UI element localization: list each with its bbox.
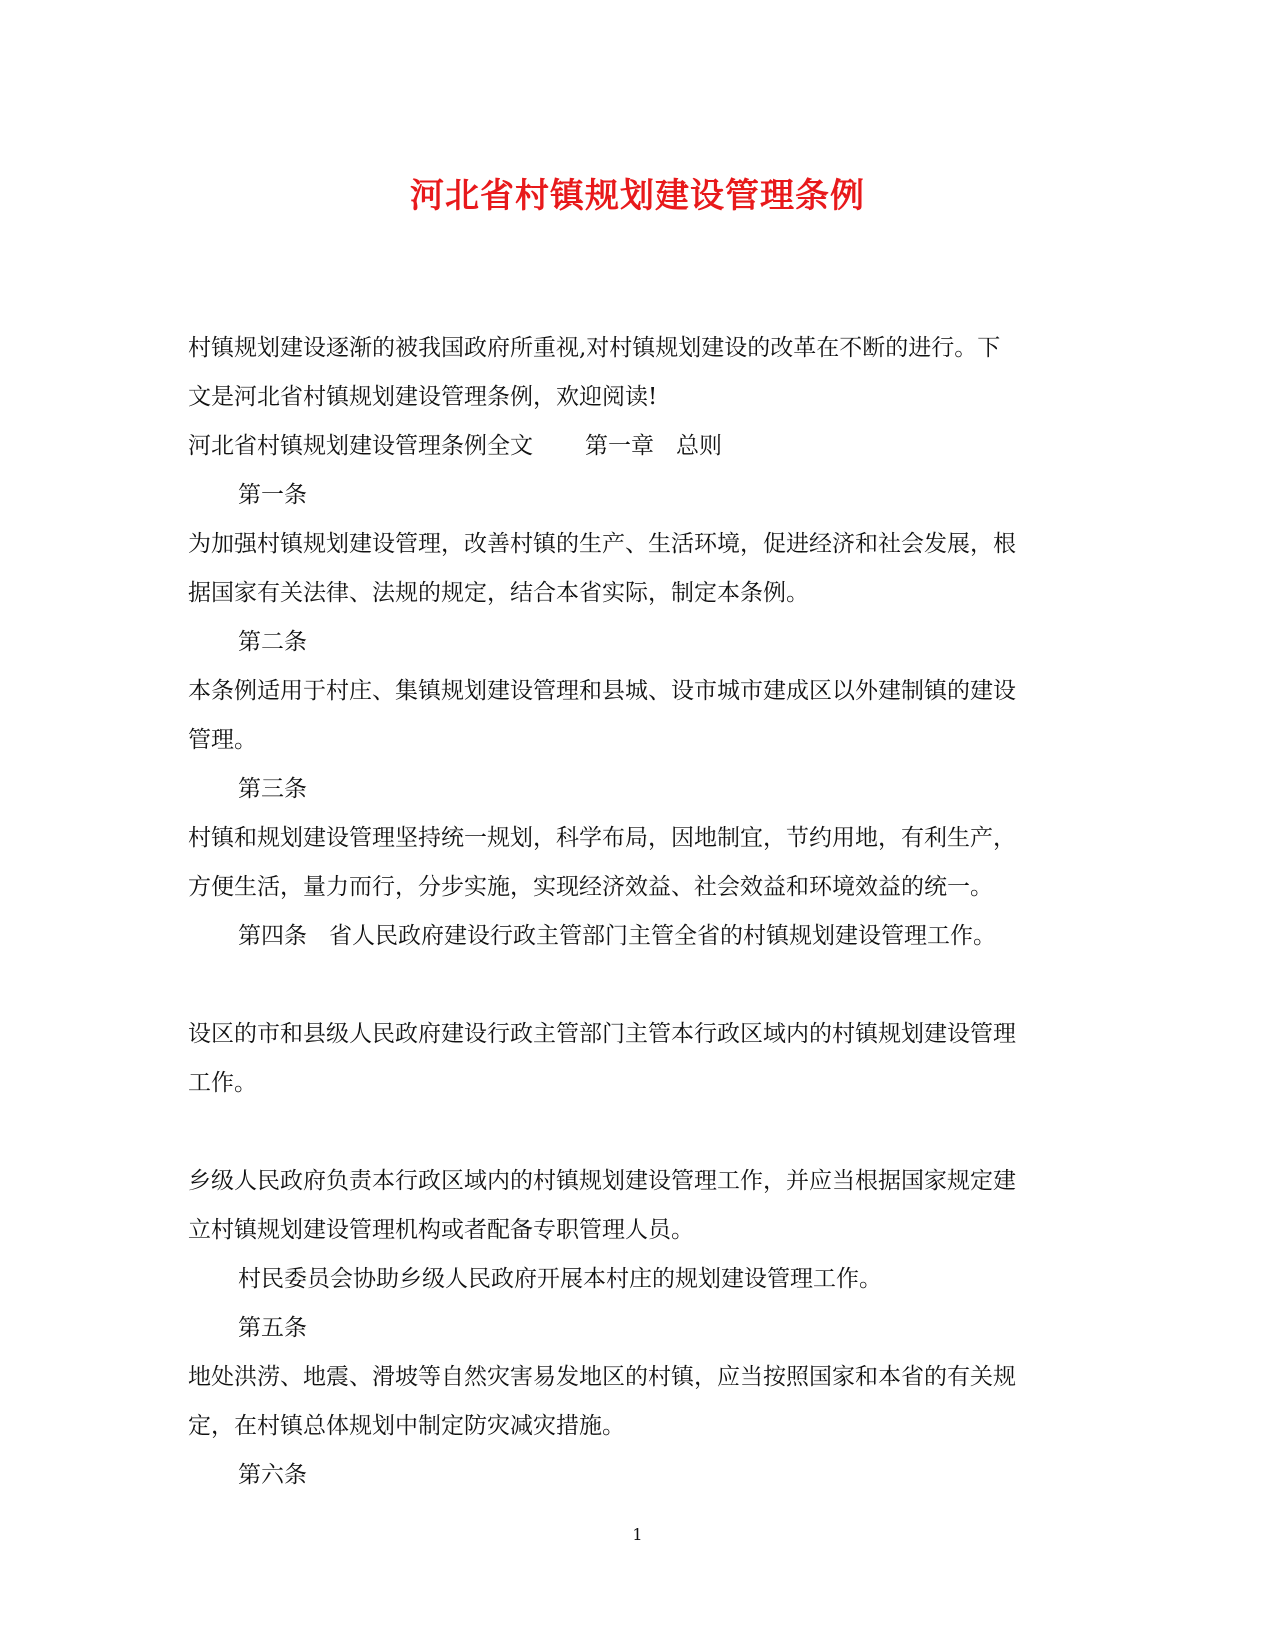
article-label: 第六条 [238,1462,307,1488]
fulltext-heading: 河北省村镇规划建设管理条例全文 [188,433,533,459]
blank-line [188,1108,1088,1157]
article-label: 第四条 [238,923,307,949]
article-text-line: 定，在村镇总体规划中制定防灾减灾措施。 [188,1413,625,1439]
article-text-line: 管理。 [188,727,257,753]
article-text-line: 据国家有关法律、法规的规定，结合本省实际，制定本条例。 [188,580,809,606]
blank-line [188,961,1088,1010]
article-label: 第一条 [238,482,307,508]
article-text-line: 设区的市和县级人民政府建设行政主管部门主管本行政区域内的村镇规划建设管理 [188,1021,1016,1047]
fulltext-heading-line [188,422,1088,471]
chapter-title: 总则 [676,433,722,459]
article-label: 第二条 [238,629,307,655]
article-text-line: 立村镇规划建设管理机构或者配备专职管理人员。 [188,1217,694,1243]
article-text-line: 乡级人民政府负责本行政区域内的村镇规划建设管理工作，并应当根据国家规定建 [188,1168,1016,1194]
intro-line: 文是河北省村镇规划建设管理条例，欢迎阅读! [188,384,658,410]
article-label: 第三条 [238,776,307,802]
article-text-line: 村民委员会协助乡级人民政府开展本村庄的规划建设管理工作。 [238,1266,882,1292]
article-text: 省人民政府建设行政主管部门主管全省的村镇规划建设管理工作。 [329,923,996,949]
chapter-label: 第一章 [585,433,654,459]
document-body [188,324,1088,1500]
page-number: 1 [632,1525,643,1544]
article-text-line: 村镇和规划建设管理坚持统一规划，科学布局，因地制宜，节约用地，有利生产， [188,825,1016,851]
article-text-line: 为加强村镇规划建设管理，改善村镇的生产、生活环境，促进经济和社会发展，根 [188,531,1016,557]
article-text-line: 本条例适用于村庄、集镇规划建设管理和县城、设市城市建成区以外建制镇的建设 [188,678,1016,704]
intro-line: 村镇规划建设逐渐的被我国政府所重视,对村镇规划建设的改革在不断的进行。下 [188,335,1001,361]
article-text-line: 工作。 [188,1070,257,1096]
article-label: 第五条 [238,1315,307,1341]
article-text-line: 地处洪涝、地震、滑坡等自然灾害易发地区的村镇，应当按照国家和本省的有关规 [188,1364,1016,1390]
article-text-line: 方便生活，量力而行，分步实施，实现经济效益、社会效益和环境效益的统一。 [188,874,993,900]
article-4-line [188,912,1088,961]
document-title: 河北省村镇规划建设管理条例 [410,176,865,216]
